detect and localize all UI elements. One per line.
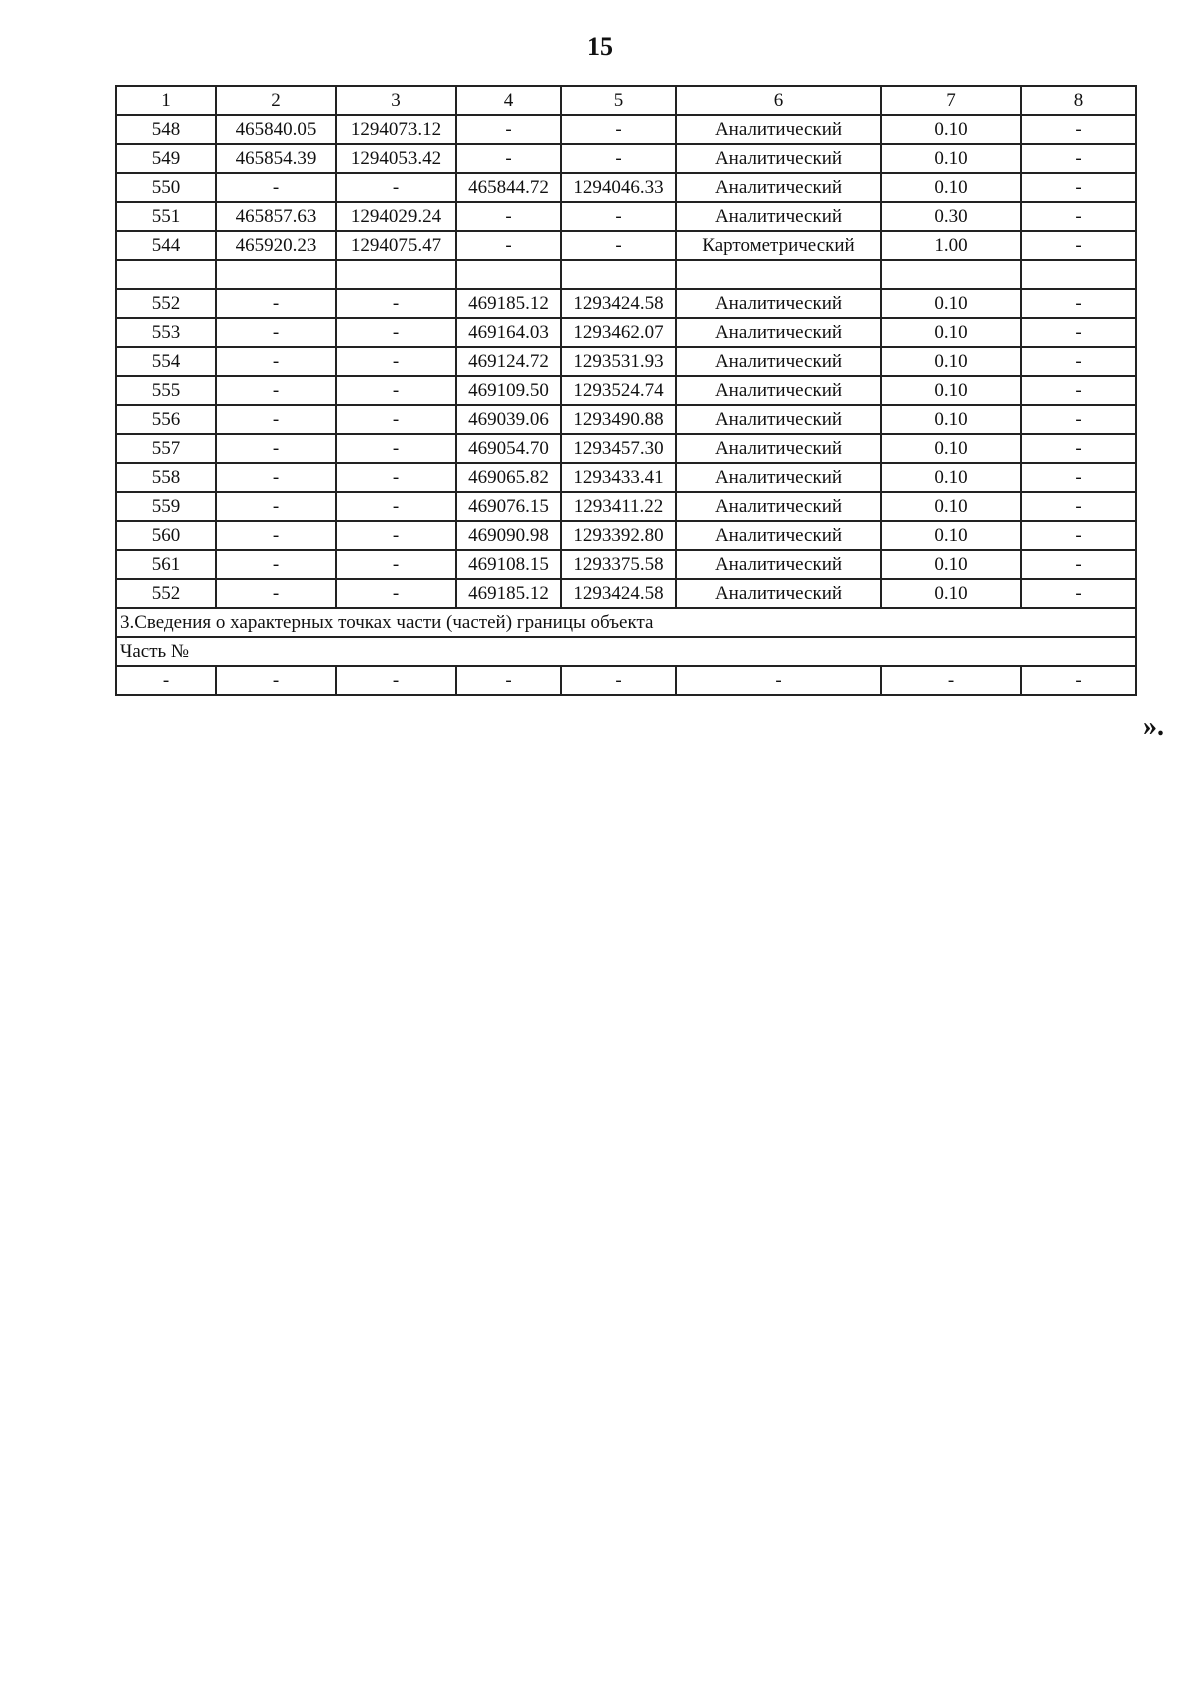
table-cell: 548 [116,115,216,144]
table-row [116,463,1136,492]
table-cell: 554 [116,347,216,376]
table-cell: 553 [116,318,216,347]
table-cell: - [676,666,881,695]
table-cell: - [336,579,456,608]
table-cell: Аналитический [676,550,881,579]
closing-quote-mark: ». [1143,711,1164,742]
table-cell: - [1021,115,1136,144]
table-row [116,405,1136,434]
table-cell: Картометрический [676,231,881,260]
header-cell: 1 [116,86,216,115]
table-cell: 557 [116,434,216,463]
table-cell: - [1021,666,1136,695]
table-cell: Аналитический [676,579,881,608]
table-cell: 469124.72 [456,347,561,376]
table-cell: Аналитический [676,405,881,434]
table-cell: 1294029.24 [336,202,456,231]
part-label-row-text: Часть № [116,637,1136,666]
table-cell: 469065.82 [456,463,561,492]
table-cell: - [456,144,561,173]
table-cell: - [216,318,336,347]
table-cell: - [336,318,456,347]
table-cell: 0.10 [881,492,1021,521]
table-cell: - [336,434,456,463]
section-title-row-text: 3.Сведения о характерных точках части (частей) границы объекта [116,608,1136,637]
table-cell [561,260,676,289]
table-cell: 0.10 [881,289,1021,318]
table-cell: 551 [116,202,216,231]
table-cell: - [1021,231,1136,260]
table-cell: - [336,550,456,579]
page-number: 15 [587,32,613,61]
table-cell: - [216,463,336,492]
table-cell: Аналитический [676,318,881,347]
table-row [116,260,1136,289]
table-cell: - [216,492,336,521]
table-cell: - [216,347,336,376]
table-cell: - [336,173,456,202]
final-row [116,666,1136,695]
table-cell: 1293411.22 [561,492,676,521]
table-cell: - [1021,434,1136,463]
table-cell: - [1021,550,1136,579]
table-cell [116,260,216,289]
table-cell: Аналитический [676,521,881,550]
table-cell: - [336,347,456,376]
table-cell: - [336,376,456,405]
table-cell: 0.10 [881,405,1021,434]
table-cell: 469185.12 [456,579,561,608]
table-row [116,347,1136,376]
table-body [116,86,1136,695]
table-cell: 544 [116,231,216,260]
table-cell: 0.10 [881,144,1021,173]
table-cell: 1294075.47 [336,231,456,260]
table-cell: 1293490.88 [561,405,676,434]
table-cell: 0.10 [881,550,1021,579]
table-cell: Аналитический [676,434,881,463]
coordinates-table [115,85,1137,696]
table-cell: - [336,492,456,521]
table-cell: - [1021,492,1136,521]
table-cell: - [456,666,561,695]
table-cell: - [336,521,456,550]
table-cell: 560 [116,521,216,550]
table-cell: - [116,666,216,695]
table-cell [1021,260,1136,289]
table-cell: 469054.70 [456,434,561,463]
table-cell: 559 [116,492,216,521]
table-cell: 0.10 [881,318,1021,347]
table-cell: - [1021,318,1136,347]
table-cell: - [456,231,561,260]
table-cell: 558 [116,463,216,492]
table-cell: 469109.50 [456,376,561,405]
table-cell: - [216,550,336,579]
table-cell: 0.10 [881,521,1021,550]
table-cell: 1293375.58 [561,550,676,579]
header-cell: 3 [336,86,456,115]
table-cell: 0.10 [881,463,1021,492]
table-cell [456,260,561,289]
table-cell: Аналитический [676,202,881,231]
part-label-row [116,637,1136,666]
table-row [116,144,1136,173]
table-cell: 465844.72 [456,173,561,202]
table-row [116,318,1136,347]
table-cell: Аналитический [676,173,881,202]
table-cell: 1293424.58 [561,289,676,318]
table-cell: 1294073.12 [336,115,456,144]
table-cell: - [1021,521,1136,550]
table-cell: 0.10 [881,579,1021,608]
table-cell: - [561,202,676,231]
table-cell: Аналитический [676,289,881,318]
table-cell: - [216,289,336,318]
table-cell: - [216,521,336,550]
table-cell: - [561,231,676,260]
table-cell: - [456,115,561,144]
table-cell: 0.30 [881,202,1021,231]
header-cell: 7 [881,86,1021,115]
table-cell: - [561,144,676,173]
table-cell: - [216,579,336,608]
table-cell: Аналитический [676,144,881,173]
table-cell: 549 [116,144,216,173]
table-cell: - [216,405,336,434]
header-cell: 4 [456,86,561,115]
table-row [116,434,1136,463]
table-row [116,231,1136,260]
table-cell [216,260,336,289]
table-cell: - [456,202,561,231]
header-cell: 2 [216,86,336,115]
table-cell: 469076.15 [456,492,561,521]
table-cell: 469090.98 [456,521,561,550]
table-cell: 0.10 [881,347,1021,376]
table-cell: Аналитический [676,376,881,405]
table-cell: - [1021,289,1136,318]
table-cell: 550 [116,173,216,202]
section-title-row [116,608,1136,637]
table-cell: - [561,115,676,144]
table-cell: - [561,666,676,695]
table-cell: 0.10 [881,115,1021,144]
table-cell: - [216,666,336,695]
table-cell: 469108.15 [456,550,561,579]
table-cell: 561 [116,550,216,579]
table-row [116,550,1136,579]
table-cell: 1294053.42 [336,144,456,173]
table-cell: - [336,666,456,695]
table-cell: - [1021,405,1136,434]
table-cell: 469185.12 [456,289,561,318]
table-cell: - [881,666,1021,695]
table-cell: 1293462.07 [561,318,676,347]
table-cell: - [1021,463,1136,492]
table-cell: - [216,173,336,202]
header-cell: 6 [676,86,881,115]
table-cell: - [336,405,456,434]
table-cell: 552 [116,289,216,318]
table-cell: Аналитический [676,115,881,144]
table-row [116,521,1136,550]
table-cell: - [1021,347,1136,376]
table-cell: Аналитический [676,347,881,376]
table-row [116,202,1136,231]
table-cell: 556 [116,405,216,434]
table-cell: 1293392.80 [561,521,676,550]
table-cell: - [1021,144,1136,173]
table-cell: 1293424.58 [561,579,676,608]
table-cell: 1293524.74 [561,376,676,405]
table-cell: 555 [116,376,216,405]
table-cell: 1.00 [881,231,1021,260]
table-cell: 465840.05 [216,115,336,144]
table-cell: - [336,463,456,492]
table-cell: 1293531.93 [561,347,676,376]
table-cell [336,260,456,289]
header-cell: 8 [1021,86,1136,115]
table-row [116,579,1136,608]
table-cell: 0.10 [881,434,1021,463]
table-cell: - [1021,202,1136,231]
table-row [116,376,1136,405]
table-cell: 552 [116,579,216,608]
table-cell: - [216,376,336,405]
table-cell: 1294046.33 [561,173,676,202]
table-cell: 0.10 [881,376,1021,405]
table-cell: 469039.06 [456,405,561,434]
table-cell [676,260,881,289]
header-row [116,86,1136,115]
table-row [116,492,1136,521]
table-cell: 465920.23 [216,231,336,260]
table-cell: 0.10 [881,173,1021,202]
table-row [116,115,1136,144]
table-cell: 1293433.41 [561,463,676,492]
table-cell: - [1021,579,1136,608]
table-cell: - [336,289,456,318]
table-row [116,289,1136,318]
table-row [116,173,1136,202]
table-cell: - [1021,376,1136,405]
table-cell: 469164.03 [456,318,561,347]
header-cell: 5 [561,86,676,115]
table-cell: - [1021,173,1136,202]
table-cell: 465857.63 [216,202,336,231]
table-cell: 465854.39 [216,144,336,173]
table-cell: - [216,434,336,463]
table-cell: 1293457.30 [561,434,676,463]
table-cell: Аналитический [676,463,881,492]
table-cell: Аналитический [676,492,881,521]
table-cell [881,260,1021,289]
